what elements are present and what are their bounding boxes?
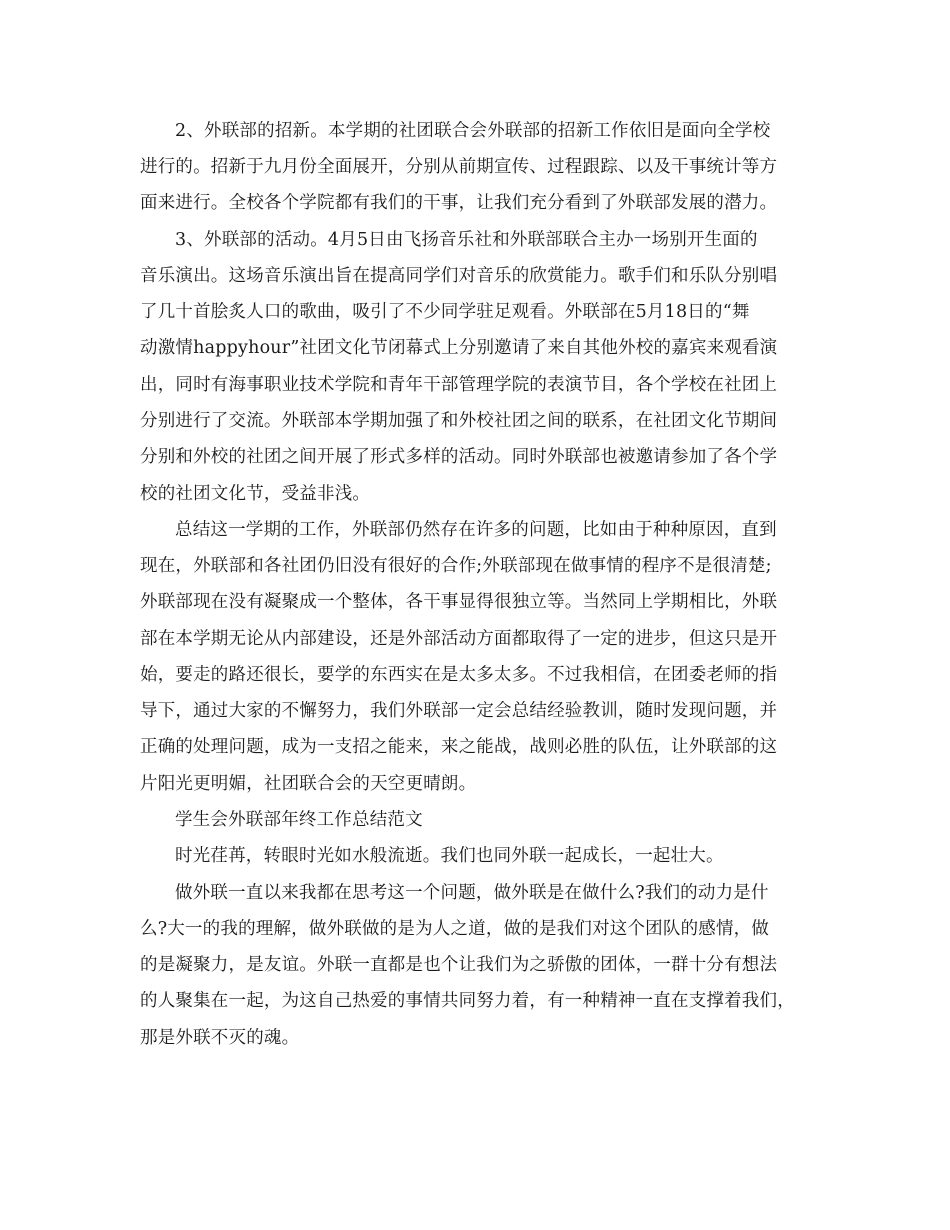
text-line: 3、外联部的活动。4月5日由飞扬音乐社和外联部联合主办一场别开生面的 — [175, 230, 758, 250]
text-line: 分别进行了交流。外联部本学期加强了和外校社团之间的联系，在社团文化节期间 — [140, 411, 778, 431]
text-line: 时光荏苒，转眼时光如水般流逝。我们也同外联一起成长，一起壮大。 — [175, 846, 724, 866]
text-line: 校的社团文化节，受益非浅。 — [140, 484, 371, 504]
text-line: 始，要走的路还很长，要学的东西实在是太多太多。不过我相信，在团委老师的指 — [140, 665, 778, 685]
text-line: 总结这一学期的工作，外联部仍然存在许多的问题，比如由于种种原因，直到 — [175, 520, 777, 540]
text-line: 么?大一的我的理解，做外联做的是为人之道，做的是我们对这个团队的感情，做 — [140, 919, 770, 939]
text-line: 现在，外联部和各社团仍旧没有很好的合作;外联部现在做事情的程序不是很清楚; — [140, 556, 772, 576]
text-line: 分别和外校的社团之间开展了形式多样的活动。同时外联部也被邀请参加了各个学 — [140, 447, 778, 467]
text-line: 2、外联部的招新。本学期的社团联合会外联部的招新工作依旧是面向全学校 — [175, 121, 771, 141]
text-line: 面来进行。全校各个学院都有我们的干事，让我们充分看到了外联部发展的潜力。 — [140, 193, 778, 213]
text-line: 音乐演出。这场音乐演出旨在提高同学们对音乐的欣赏能力。歌手们和乐队分别唱 — [140, 266, 778, 286]
text-line: 那是外联不灭的魂。 — [140, 1028, 300, 1048]
text-line: 的是凝聚力，是友谊。外联一直都是也个让我们为之骄傲的团体，一群十分有想法 — [140, 955, 778, 975]
text-line: 片阳光更明媚，社团联合会的天空更晴朗。 — [140, 774, 477, 794]
text-line: 了几十首脍炙人口的歌曲，吸引了不少同学驻足观看。外联部在5月18日的“舞 — [140, 302, 750, 322]
text-line: 动激情happyhour”社团文化节闭幕式上分别邀请了来自其他外校的嘉宾来观看演 — [140, 338, 778, 358]
section-heading: 学生会外联部年终工作总结范文 — [175, 810, 423, 830]
text-line: 出，同时有海事职业技术学院和青年干部管理学院的表演节目，各个学校在社团上 — [140, 375, 778, 395]
text-line: 进行的。招新于九月份全面展开，分别从前期宣传、过程跟踪、以及干事统计等方 — [140, 157, 778, 177]
text-line: 外联部现在没有凝聚成一个整体，各干事显得很独立等。当然同上学期相比，外联 — [140, 592, 778, 612]
text-line: 部在本学期无论从内部建设，还是外部活动方面都取得了一定的进步，但这只是开 — [140, 629, 778, 649]
text-line: 的人聚集在一起，为这自己热爱的事情共同努力着，有一种精神一直在支撑着我们， — [140, 991, 795, 1011]
text-line: 正确的处理问题，成为一支招之能来，来之能战，战则必胜的队伍，让外联部的这 — [140, 737, 778, 757]
text-line: 导下，通过大家的不懈努力，我们外联部一定会总结经验教训，随时发现问题，并 — [140, 701, 778, 721]
text-line: 做外联一直以来我都在思考这一个问题，做外联是在做什么?我们的动力是什 — [175, 883, 769, 903]
